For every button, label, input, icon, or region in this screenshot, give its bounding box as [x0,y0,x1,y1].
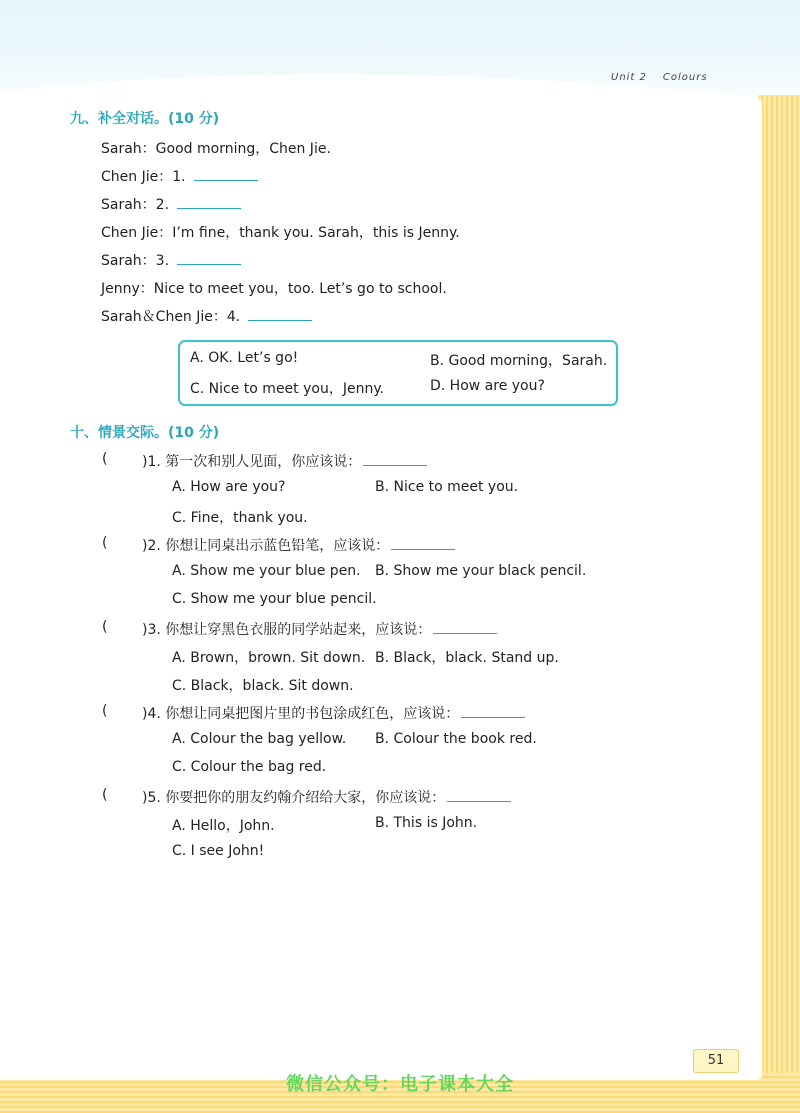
question-2-option-b: B. Show me your black pencil. [375,563,587,579]
header-unit: Unit 2 [611,72,647,83]
question-5-option-a: A. Hello，John. [172,818,275,834]
dialogue-line-3: Sarah：2. [101,194,241,214]
answer-blank[interactable] [391,535,455,550]
page-number: 51 [693,1049,739,1073]
question-1-option-b: B. Nice to meet you. [375,479,519,495]
question-4-option-b: B. Colour the book red. [375,731,537,747]
dialogue-line-2: Chen Jie：1. [101,166,258,186]
question-4-option-a: A. Colour the bag yellow. [172,731,347,747]
answer-paren[interactable]: ( [102,703,108,719]
answer-paren[interactable]: ( [102,451,108,467]
dialogue-line-7: Sarah＆Chen Jie：4. [101,306,312,326]
answer-blank[interactable] [177,194,241,209]
answer-blank[interactable] [177,250,241,265]
question-1-stem: )1. 第一次和别人见面，你应该说： [142,451,427,471]
question-4-stem: )4. 你想让同桌把图片里的书包涂成红色，应该说： [142,703,525,723]
header-topic: Colours [662,72,708,83]
option-b: B. Good morning，Sarah. [430,353,608,369]
question-2-option-a: A. Show me your blue pen. [172,563,361,579]
question-3-option-a: A. Brown，brown. Sit down. [172,650,366,666]
answer-blank[interactable] [248,306,312,321]
option-a: A. OK. Let’s go! [190,350,299,366]
answer-paren[interactable]: ( [102,619,108,635]
answer-blank[interactable] [433,619,497,634]
question-1-option-c: C. Fine，thank you. [172,510,308,526]
watermark: 微信公众号：电子课本大全 [286,1074,514,1095]
question-2-stem: )2. 你想让同桌出示蓝色铅笔，应该说： [142,535,455,555]
dialogue-line-1: Sarah：Good morning，Chen Jie. [101,141,331,157]
answer-paren[interactable]: ( [102,787,108,803]
dialogue-line-5: Sarah：3. [101,250,241,270]
question-1-option-a: A. How are you? [172,479,286,495]
answer-paren[interactable]: ( [102,535,108,551]
option-d: D. How are you? [430,378,545,394]
question-5-option-b: B. This is John. [375,815,478,831]
section9-title: 九、补全对话。(10 分) [70,111,220,127]
question-2-option-c: C. Show me your blue pencil. [172,591,377,607]
answer-blank[interactable] [447,787,511,802]
question-5-stem: )5. 你要把你的朋友约翰介绍给大家，你应该说： [142,787,511,807]
running-header [611,72,724,83]
dialogue-line-4: Chen Jie：I’m fine，thank you. Sarah，this is Jenny. [101,225,460,241]
answer-blank[interactable] [461,703,525,718]
question-3-option-b: B. Black，black. Stand up. [375,650,559,666]
dialogue-line-6: Jenny：Nice to meet you，too. Let’s go to school. [101,281,447,297]
question-3-option-c: C. Black，black. Sit down. [172,678,354,694]
answer-blank[interactable] [363,451,427,466]
book-edge-right [758,95,800,1113]
option-c: C. Nice to meet you，Jenny. [190,381,385,397]
question-4-option-c: C. Colour the bag red. [172,759,327,775]
answer-blank[interactable] [194,166,258,181]
question-5-option-c: C. I see John! [172,843,265,859]
section10-title: 十、情景交际。(10 分) [70,425,220,441]
options-box [178,340,618,406]
question-3-stem: )3. 你想让穿黑色衣服的同学站起来，应该说： [142,619,497,639]
page-sheet [0,100,762,1080]
